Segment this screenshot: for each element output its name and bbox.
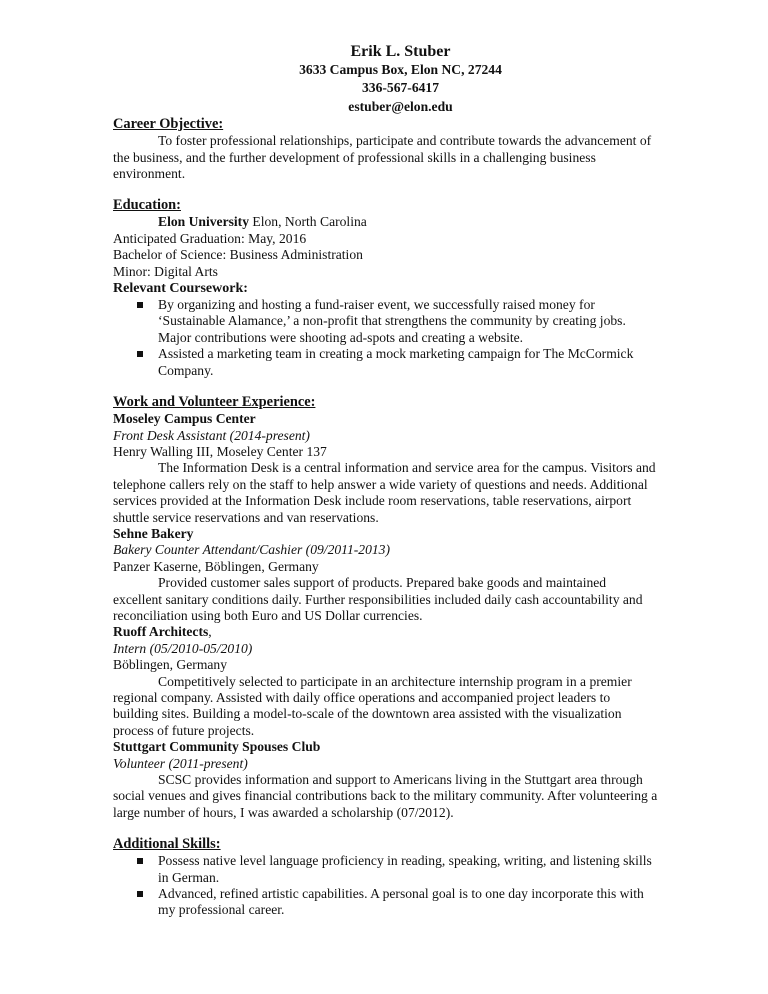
resume-content — [113, 42, 658, 919]
phone: 336-567-6417 — [361, 80, 440, 96]
job-entry — [113, 624, 658, 739]
bullet-square-icon — [137, 858, 143, 864]
job-role: Front Desk Assistant (2014-present) — [113, 427, 310, 443]
education-title: Education: — [113, 197, 181, 214]
job-description: Provided customer sales support of products. Prepared bake goods and maintained excellent sanitary conditions daily. Further responsibilities included daily cash accountability and reconciliation using both Euro and US Dollar currencies. — [113, 575, 643, 623]
objective-title: Career Objective: — [113, 116, 224, 133]
coursework-title: Relevant Coursework: — [113, 281, 248, 297]
school-name: Elon University — [158, 214, 250, 230]
job-role: Bakery Counter Attendant/Cashier (09/2011-2013) — [113, 542, 390, 558]
job-location: Böblingen, Germany — [113, 657, 228, 673]
resume-header — [113, 42, 658, 116]
graduation: Anticipated Graduation: May, 2016 — [113, 230, 307, 246]
objective-text: To foster professional relationships, participate and contribute towards the advancement of the business, and the further development of professional skills in a challenging business environment. — [113, 133, 652, 182]
coursework-item: Assisted a marketing team in creating a mock marketing campaign for The McCormick Company. — [113, 346, 658, 379]
school-location: Elon, North Carolina — [249, 214, 367, 230]
job-entry — [113, 739, 658, 821]
education-institution — [113, 214, 658, 230]
job-role: Volunteer (2011-present) — [113, 755, 248, 771]
bullet-square-icon — [137, 891, 143, 897]
skill-item: Advanced, refined artistic capabilities. A personal goal is to one day incorporate this with my professional career. — [113, 886, 658, 919]
minor: Minor: Digital Arts — [113, 263, 218, 279]
skills-title: Additional Skills: — [113, 836, 221, 853]
candidate-name: Erik L. Stuber — [350, 43, 451, 60]
skills-list — [113, 853, 658, 919]
coursework-item: By organizing and hosting a fund-raiser event, we successfully raised money for ‘Sustainable Alamance,’ a non-profit that strengthens the community by creating jobs. Major contributions were shooting ad-spots and creating a website. — [113, 297, 658, 346]
job-entry — [113, 526, 658, 624]
address: 3633 Campus Box, Elon NC, 27244 — [299, 62, 502, 77]
email: estuber@elon.edu — [348, 98, 453, 114]
experience-title: Work and Volunteer Experience: — [113, 394, 316, 411]
skill-item: Possess native level language proficiency in reading, speaking, writing, and listening skills in German. — [113, 853, 658, 886]
job-org-line: Ruoff Architects, — [113, 624, 212, 640]
bullet-square-icon — [137, 302, 143, 308]
degree: Bachelor of Science: Business Administration — [113, 247, 363, 263]
job-org: Moseley Campus Center — [113, 411, 256, 427]
job-org: Stuttgart Community Spouses Club — [113, 739, 321, 755]
job-org: Ruoff Architects — [113, 624, 209, 640]
job-location: Henry Walling III, Moseley Center 137 — [113, 443, 327, 459]
job-entry — [113, 411, 658, 526]
job-role: Intern (05/2010-05/2010) — [113, 640, 253, 656]
job-location: Panzer Kaserne, Böblingen, Germany — [113, 558, 319, 574]
job-description: Competitively selected to participate in an architecture internship program in a premier regional company. Assisted with daily office operations and accompanied project leaders to building sites. Building a model-to-scale of the downtown area assisted with the visualization process of future projects. — [113, 673, 632, 738]
bullet-square-icon — [137, 351, 143, 357]
job-description: The Information Desk is a central information and service area for the campus. Visitors and telephone callers rely on the staff to help answer a wide variety of questions and needs. Additional services provided at the Information Desk include room reservations, table reservations, airport shuttle service reservations and van reservations. — [113, 460, 656, 525]
coursework-list — [113, 297, 658, 379]
job-description: SCSC provides information and support to Americans living in the Stuttgart area through social venues and gives financial contributions back to the military community. After volunteering a large number of hours, I was awarded a scholarship (07/2012). — [113, 772, 658, 820]
job-org: Sehne Bakery — [113, 525, 194, 541]
